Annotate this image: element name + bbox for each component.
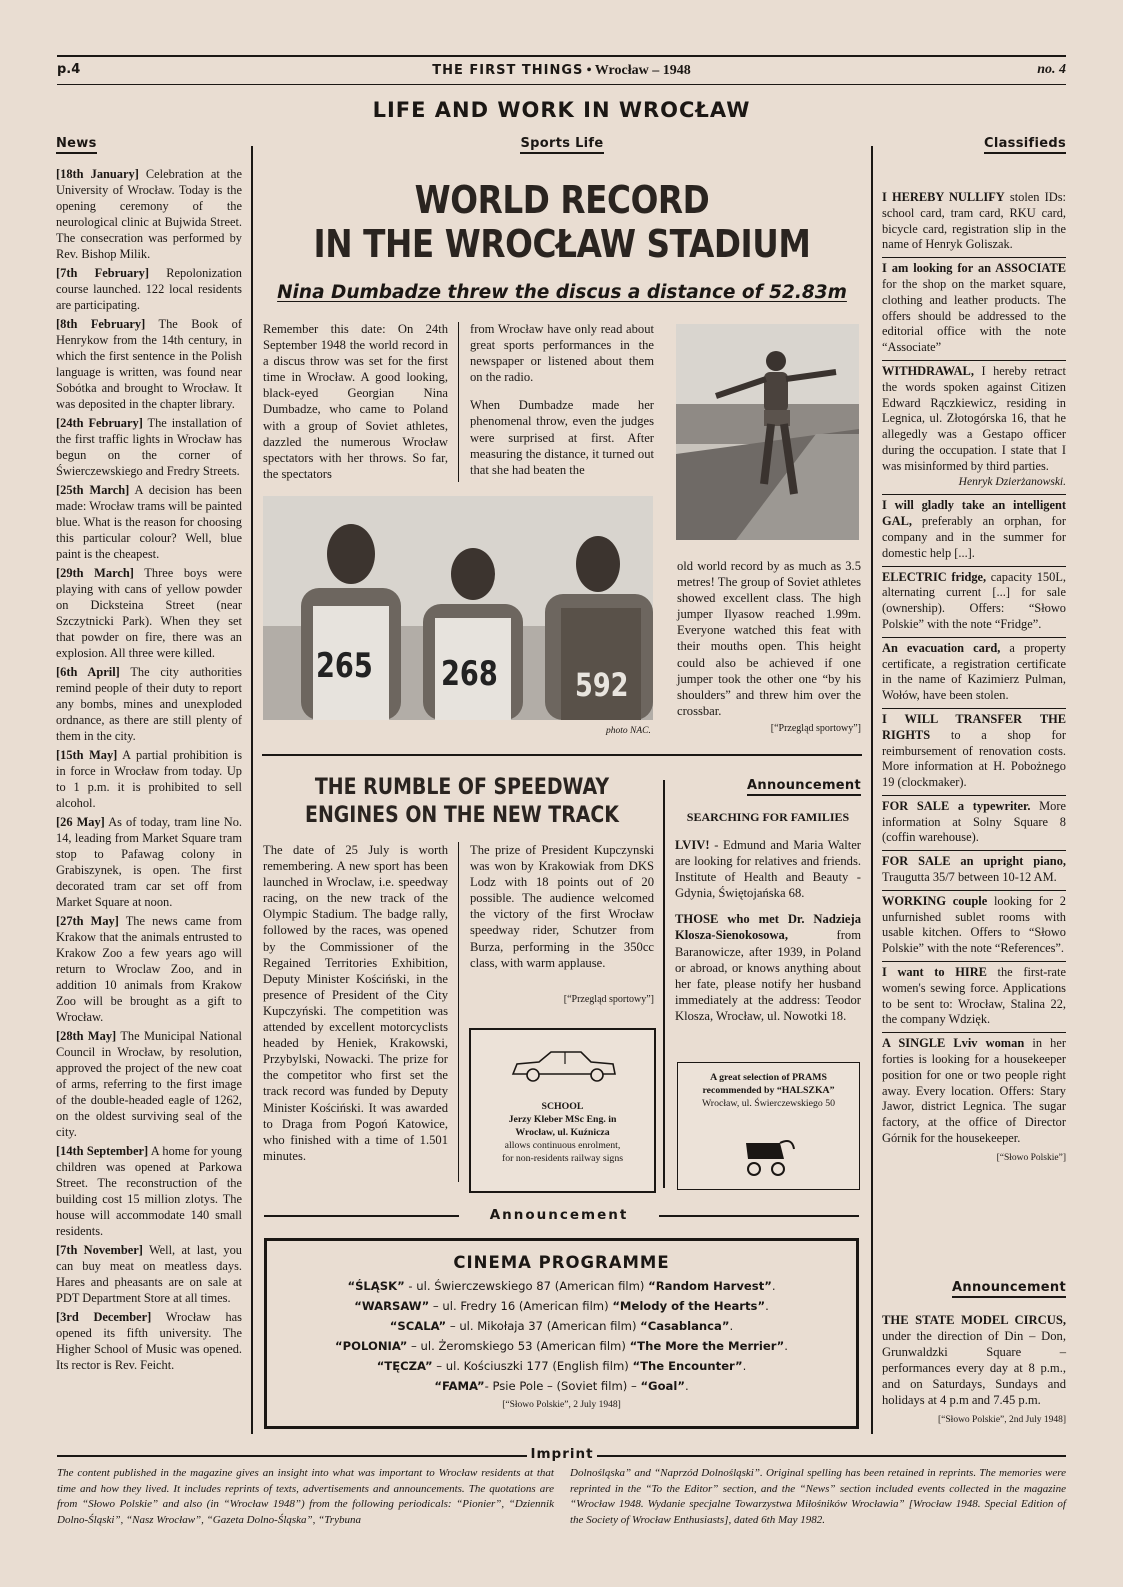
news-item-text: The Book of Henrykow from the 14th century, in which the first sentence in the Polish language is written, was found near Sobótka and brought to Wrocław. It was deposited in the chapter library. xyxy=(56,317,242,411)
prams-ad xyxy=(677,1062,860,1190)
classified-text: looking for 2 unfurnished sublet rooms with usable kitchen. Offers to “Słowo Polskie” with the note “References”. xyxy=(882,893,1066,956)
news-item-date: [28th May] xyxy=(56,1029,117,1043)
header-rule xyxy=(57,84,1066,85)
cinema-listing xyxy=(267,1316,856,1336)
families-p1-text: - Edmund and Maria Walter are looking for relatives and friends. Institute of Health and Beauty - Gdynia, Świętojańska 68. xyxy=(675,838,861,901)
cinema-address: - ul. Świerczewskiego 87 (American film) xyxy=(404,1279,649,1293)
imprint-right: Dolnośląska” and “Naprzód Dolnośląski”. Original spelling has been retained in reprints. The memories were reprinted in the “To the Editor” section, and the “News” section included events collected in the magazine “Wrocław 1948. Wydanie specjalne Towarzystwa Miłośników Wrocławia” [Wrocław 1948. Special Edition of the Society of Wrocław Enthusiasts], dated 6th May 1982. xyxy=(570,1467,1066,1526)
speedway-headline-1: THE RUMBLE OF SPEEDWAY xyxy=(314,775,610,800)
cinema-divider-left xyxy=(264,1215,459,1217)
cinema-venue: “ŚLĄSK” xyxy=(347,1279,405,1293)
classified-lead: I want to HIRE xyxy=(882,965,987,980)
cinema-title: CINEMA PROGRAMME xyxy=(453,1253,670,1272)
classified-ad xyxy=(882,361,1066,495)
cinema-line-end: . xyxy=(742,1359,747,1373)
cinema-line-end: . xyxy=(771,1279,776,1293)
classified-lead: An evacuation card, xyxy=(882,640,1001,655)
classified-ad xyxy=(882,851,1066,891)
families-p1 xyxy=(675,837,861,901)
masthead xyxy=(0,62,1123,79)
news-item xyxy=(56,1028,242,1140)
sports-col-rule-1 xyxy=(458,322,459,482)
classified-lead: ELECTRIC fridge, xyxy=(882,569,987,584)
news-item-date: [7th February] xyxy=(56,266,149,280)
cinema-address: – ul. Kościuszki 177 (English film) xyxy=(432,1359,633,1373)
sports-bottom-rule xyxy=(262,754,862,756)
news-item-text: As of today, tram line No. 14, leading from Market Square tram stop to Pafawag colony in Grabiszynek, is open. The first decorated tram car set off from Market Square at noon. xyxy=(56,815,243,909)
news-item xyxy=(56,1143,242,1239)
school-ad xyxy=(469,1028,656,1193)
classified-ad xyxy=(882,709,1066,796)
news-item xyxy=(56,747,242,811)
classified-lead: WORKING couple xyxy=(882,893,988,908)
speedway-source: [“Przegląd sportowy”] xyxy=(563,994,654,1005)
news-item xyxy=(56,1309,242,1373)
classified-ad xyxy=(882,187,1066,258)
cinema-address: – ul. Mikołaja 37 (American film) xyxy=(446,1319,641,1333)
classified-text: Traugutta 35/7 between 10-12 AM. xyxy=(882,870,1057,885)
cinema-line-end: . xyxy=(784,1339,788,1353)
cinema-lines xyxy=(267,1276,856,1396)
school-ad-line-1: Jerzy Kleber MSc Eng. in xyxy=(508,1114,617,1125)
circus-lead: THE STATE MODEL CIRCUS, xyxy=(882,1313,1066,1327)
classified-text: for the shop on the market square, clothing and leather products. The offers should be addressed to the editorial office with the note “Associate” xyxy=(882,276,1066,355)
classified-text: a property certificate, a registration certificate in the name of Kazimierz Pulman, Wołów, have been stolen. xyxy=(882,640,1066,703)
news-list xyxy=(56,166,242,1373)
news-item-text: Well, at last, you can buy meat on meatless days. Hares and pheasants are on sale at PDT Department Store at all times. xyxy=(56,1243,242,1305)
news-item xyxy=(56,166,242,262)
news-item xyxy=(56,814,242,910)
classified-ad xyxy=(882,796,1066,851)
classified-text: capacity 150L, alternating current [...] for sale (ownership). Offers: “Słowo Polskie” with the note “Fridge”. xyxy=(882,569,1066,631)
news-item-date: [15th May] xyxy=(56,748,118,762)
sports-heading: Sports Life xyxy=(520,136,603,154)
school-ad-line-2: Wrocław, ul. Kuźnicza xyxy=(515,1127,610,1138)
cinema-listing xyxy=(267,1296,856,1316)
news-item-text: A decision has been made: Wrocław trams will be painted blue. What is the reason for choosing this particular colour? Well, blue paint is the cheapest. xyxy=(56,483,242,561)
imprint-rule-left xyxy=(57,1455,527,1457)
circus-source: [“Słowo Polskie”, 2nd July 1948] xyxy=(938,1414,1066,1425)
cinema-film: “Goal” xyxy=(640,1379,685,1393)
classified-text: preferably an orphan, for company and in the summer for domestic help [...]. xyxy=(882,514,1066,560)
speedway-col-rule xyxy=(458,842,459,1182)
cinema-film: “Random Harvest” xyxy=(648,1279,772,1293)
sports-subheadline: Nina Dumbadze threw the discus a distance of 52.83m xyxy=(277,282,847,303)
circus-body xyxy=(882,1312,1066,1409)
news-item-date: [7th November] xyxy=(56,1243,143,1257)
news-item-date: [8th February] xyxy=(56,317,146,331)
families-p2-lead: THOSE who met Dr. Nadzieja Klosza-Sienokosowa, xyxy=(675,912,861,943)
news-item-text: A partial prohibition is in force in Wrocław from today. Up to 1 p.m. it is prohibited to sell alcohol. xyxy=(56,748,243,810)
prams-ad-line-2: recommended by “HALSZKA” xyxy=(702,1085,835,1096)
news-item xyxy=(56,482,242,562)
classified-ad xyxy=(882,567,1066,638)
speedway-headline-2: ENGINES ON THE NEW TRACK xyxy=(305,803,619,828)
page-number: p.4 xyxy=(57,62,81,77)
classified-text: More information at Solny Square 8 (coffin warehouse). xyxy=(882,798,1066,845)
prams-ad-line-1: A great selection of PRAMS xyxy=(710,1072,827,1083)
sports-source: [“Przegląd sportowy”] xyxy=(770,723,861,734)
speedway-right-rule xyxy=(663,780,665,1188)
classifieds-list xyxy=(882,187,1066,1151)
cinema-line-end: . xyxy=(729,1319,734,1333)
cinema-line-end: . xyxy=(765,1299,769,1313)
sports-col-2-a: from Wrocław have only read about great sports performances in the newspaper or listened about them on the radio. xyxy=(470,322,654,385)
imprint-heading: Imprint xyxy=(530,1446,594,1462)
news-item-date: [14th September] xyxy=(56,1144,149,1158)
cinema-listing xyxy=(267,1356,856,1376)
bib-268: 268 xyxy=(441,654,498,694)
families-heading: Announcement xyxy=(747,778,861,796)
news-item-date: [24th February] xyxy=(56,416,143,430)
sports-headline xyxy=(262,178,862,266)
news-item-text: Celebration at the University of Wrocław. Today is the opening ceremony of the neurological clinic at Bujwida Street. The consecration was performed by Rev. Bishop Milik. xyxy=(56,167,242,261)
prams-ad-line-3: Wrocław, ul. Świerczewskiego 50 xyxy=(701,1098,836,1109)
school-ad-line-3: allows continuous enrolment, xyxy=(504,1140,621,1151)
cinema-venue: “FAMA” xyxy=(434,1379,485,1393)
news-item xyxy=(56,415,242,479)
cinema-film: “The Encounter” xyxy=(632,1359,743,1373)
cinema-venue: “POLONIA” xyxy=(335,1339,408,1353)
news-item-text: Wrocław has opened its fifth university. The Higher School of Music was opened. Its rector is Rev. Feicht. xyxy=(56,1310,242,1372)
classified-text: stolen IDs: school card, tram card, RKU card, bicycle card, registration slip in the name of Henryk Goliszak. xyxy=(882,190,1066,252)
headline-line-2: IN THE WROCŁAW STADIUM xyxy=(313,222,811,266)
sports-col-2-b: When Dumbadze made her phenomenal throw, even the judges were surprised at first. After measuring the distance, it turned out that she had beaten the xyxy=(470,398,654,477)
news-heading: News xyxy=(56,136,97,154)
classified-ad xyxy=(882,495,1066,566)
discus-thrower-image xyxy=(676,324,859,540)
classified-lead: I HEREBY NULLIFY xyxy=(882,190,1005,204)
pram-icon xyxy=(740,1133,800,1179)
cinema-venue: “TĘCZA” xyxy=(376,1359,433,1373)
news-item xyxy=(56,1242,242,1306)
school-ad-text xyxy=(471,1100,654,1165)
sports-col-2 xyxy=(470,321,654,481)
news-item xyxy=(56,664,242,744)
classified-lead: A SINGLE Lviv woman xyxy=(882,1036,1025,1051)
imprint-left: The content published in the magazine gives an insight into what was important to Wrocław residents at that time and how they lived. It includes reprints of texts, advertisements and announcements. The quotations are from “Słowo Polskie” and also (in “Wrocław 1948”) from the following periodicals: “Pionier”, “Dziennik Dolno-Śląski”, “Nasz Wrocław”, “Gazeta Dolno-Śląska”, “Trybuna xyxy=(57,1467,554,1526)
cinema-box xyxy=(264,1238,859,1429)
circus-heading: Announcement xyxy=(952,1280,1066,1298)
news-item-date: [27th May] xyxy=(56,914,119,928)
place-year: • Wrocław – 1948 xyxy=(586,63,691,78)
column-rule-left xyxy=(251,146,253,1434)
cinema-venue: “SCALA” xyxy=(389,1319,447,1333)
three-athletes-photo xyxy=(263,496,653,720)
classified-text: the first-rate women's sewing force. Applications to be sent to: Wrocław, Stalina 22, the company Wdzięk. xyxy=(882,965,1066,1027)
news-item-date: [26 May] xyxy=(56,815,105,829)
school-ad-title: SCHOOL xyxy=(541,1101,584,1112)
classified-lead: I will gladly take an intelligent GAL, xyxy=(882,498,1066,529)
classified-signature: Henryk Dzierżanowski. xyxy=(958,475,1066,488)
classified-lead: I am looking for an ASSOCIATE xyxy=(882,261,1066,276)
sports-section xyxy=(262,134,862,154)
issue-number: no. 4 xyxy=(1037,62,1066,77)
column-rule-right xyxy=(871,146,873,1434)
cinema-listing xyxy=(267,1376,856,1396)
speedway-col-2: The prize of President Kupczynski was won by Krakowiak from DKS Lodz with 18 points out of 20 possible. The audience welcomed the victory of the first Wrocław speedway rider, Schutzer from Burza, performing in the 350cc class, with warm applause. xyxy=(470,843,654,970)
families-p2 xyxy=(675,911,861,1024)
classifieds-source: [“Słowo Polskie”] xyxy=(996,1152,1066,1163)
classifieds-heading: Classifieds xyxy=(984,136,1066,154)
news-item-text: The city authorities remind people of their duty to report any bombs, mines and unexploded ordnance, as there are still plenty of them in the city. xyxy=(56,665,243,743)
news-column xyxy=(56,134,242,1376)
news-item-date: [29th March] xyxy=(56,566,134,580)
circus-text: under the direction of Din – Don, Grunwaldzki Square – performances every day at 8 p.m., and on Saturdays, Sundays and holidays at 4 p.m and 7.45 p.m. xyxy=(882,1329,1066,1408)
classified-text: in her forties is looking for a housekeeper position for one or two people right away. Every location. Offers: Stary Jawor, district Legnica. The sugar factory, at the office of Director Górnik for the housekeeper. xyxy=(882,1036,1066,1146)
circus-announcement xyxy=(882,1278,1066,1425)
sports-col-1: Remember this date: On 24th September 1948 the world record in a discus throw was set for the first time in Wrocław. A good looking, black-eyed Georgian Nina Dumbadze, who came to Poland with a group of Soviet athletes, dazzled the numerous Wrocław spectators with her throws. So far, the spectators xyxy=(263,322,448,481)
cinema-film: “Casablanca” xyxy=(640,1319,730,1333)
prams-ad-text xyxy=(678,1071,859,1110)
classified-lead: FOR SALE an upright piano, xyxy=(882,854,1066,869)
cinema-divider-label: Announcement xyxy=(489,1207,629,1223)
news-item xyxy=(56,913,242,1025)
cinema-source: [“Słowo Polskie”, 2 July 1948] xyxy=(502,1400,621,1410)
bib-592: 592 xyxy=(575,666,629,704)
bib-265: 265 xyxy=(316,646,373,686)
cinema-address: – ul. Fredry 16 (American film) xyxy=(429,1299,613,1313)
families-body xyxy=(675,837,861,1024)
school-ad-line-4: for non-residents railway signs xyxy=(501,1153,624,1164)
classified-text: I hereby retract the words spoken against Citizen Edward Rączkiewicz, residing in Legnica, ul. Złotogórska 16, that he allegedly was a Gestapo officer during the occupation. I state that I was misinformed by third parties. xyxy=(882,363,1066,473)
news-item xyxy=(56,265,242,313)
families-announcement xyxy=(675,776,861,1027)
cinema-film: “The More the Merrier” xyxy=(629,1339,785,1353)
cinema-listing xyxy=(267,1336,856,1356)
cinema-line-end: . xyxy=(684,1379,689,1393)
news-item-text: The news came from Krakow that the animals entrusted to Krakow Zoo a few years ago will return to Wroclaw Zoo, and in addition 10 animals from Krakow Zoo will be brought as a gift to Wrocław. xyxy=(56,914,243,1024)
cinema-venue: “WARSAW” xyxy=(354,1299,430,1313)
news-item-text: Three boys were playing with cans of yellow powder on Dicksteina Street (near Szczytnicki Park). When they set that powder on fire, there was an explosion. All three were killed. xyxy=(56,566,242,660)
news-item-date: [6th April] xyxy=(56,665,120,679)
classified-lead: I WILL TRANSFER THE RIGHTS xyxy=(882,711,1066,742)
classified-text: to a shop for reimbursement of renovation costs. More information at H. Pobożnego 19 (clockmaker). xyxy=(882,727,1066,790)
sports-col-3: old world record by as much as 3.5 metres! The group of Soviet athletes showed excellent class. The high jumper Ilyasow reached 1.99m. Everyone watched this feat with their mouths open. This height could also be achieved if one jumper took the other one “by his shoulders” and threw him over the crossbar. xyxy=(677,559,861,718)
cinema-film: “Melody of the Hearts” xyxy=(612,1299,766,1313)
news-item-text: The Municipal National Council in Wrocław, by resolution, approved the project of the new coat of arms, referring to the first image of the double-headed eagle of 1262, on the oldest surviving seal of the city. xyxy=(56,1029,242,1139)
cinema-address: - Psie Pole – (Soviet film) – xyxy=(484,1379,641,1393)
families-p2-text: from Baranowicze, after 1939, in Poland or abroad, or knows anything about her fate, please notify her husband immediately at the address: Teodor Klosza, Wrocław, ul. Nowotki 18. xyxy=(675,928,861,1023)
classified-ad xyxy=(882,638,1066,709)
cinema-address: – ul. Żeromskiego 53 (American film) xyxy=(407,1339,630,1353)
speedway-col-1: The date of 25 July is worth remembering. A new sport has been launched in Wroclaw, i.e. speedway racing, on the new track of the Olympic Stadium. The badge rally, followed by the races, was opened by the Commissioner of the Regained Territories Exhibition, Deputy Minister Kościński, in the presence of President of the City Kupczyński. The competition was attended by excellent motorcyclists headed by Heniek, Krakowski, Przybylski, Nowacki. The prize for the competitor who first set the track record was funded by Deputy Minister Kościński. It was awarded to Draga from Pogoń Katowice, who finished with a time of 1.501 minutes. xyxy=(263,843,448,1163)
news-item xyxy=(56,565,242,661)
top-rule xyxy=(57,55,1066,57)
cinema-listing xyxy=(267,1276,856,1296)
headline-line-1: WORLD RECORD xyxy=(414,178,710,222)
classified-ad xyxy=(882,891,1066,962)
classified-ad xyxy=(882,258,1066,361)
families-title: SEARCHING FOR FAMILIES xyxy=(686,810,850,824)
families-p1-lead: LVIV! xyxy=(675,838,710,852)
cinema-divider-right xyxy=(659,1215,859,1217)
news-item-date: [3rd December] xyxy=(56,1310,152,1324)
news-item-text: Repolonization course launched. 122 local residents are participating. xyxy=(56,266,242,312)
page-title: LIFE AND WORK IN WROCŁAW xyxy=(372,98,751,122)
news-item xyxy=(56,316,242,412)
speedway-headline xyxy=(262,774,662,830)
imprint-rule-right xyxy=(597,1455,1066,1457)
classified-ad xyxy=(882,1033,1066,1151)
classified-lead: WITHDRAWAL, xyxy=(882,363,974,378)
news-item-text: The installation of the first traffic lights in Wrocław has begun on the corner of Świerczewskiego and Fredry Streets. xyxy=(56,416,243,478)
news-item-date: [18th January] xyxy=(56,167,139,181)
car-icon xyxy=(509,1048,619,1082)
discus-thrower-photo xyxy=(676,324,859,540)
news-item-text: A home for young children was opened at Parkowa Street. The reconstruction of the building cost 15 million zlotys. The house will accommodate 140 small residents. xyxy=(56,1144,242,1238)
classifieds-column xyxy=(882,134,1066,1163)
brand-name: THE FIRST THINGS xyxy=(432,63,584,78)
news-item-date: [25th March] xyxy=(56,483,130,497)
classified-ad xyxy=(882,962,1066,1033)
photo-credit: photo NAC. xyxy=(606,726,651,736)
classified-lead: FOR SALE a typewriter. xyxy=(882,798,1031,813)
